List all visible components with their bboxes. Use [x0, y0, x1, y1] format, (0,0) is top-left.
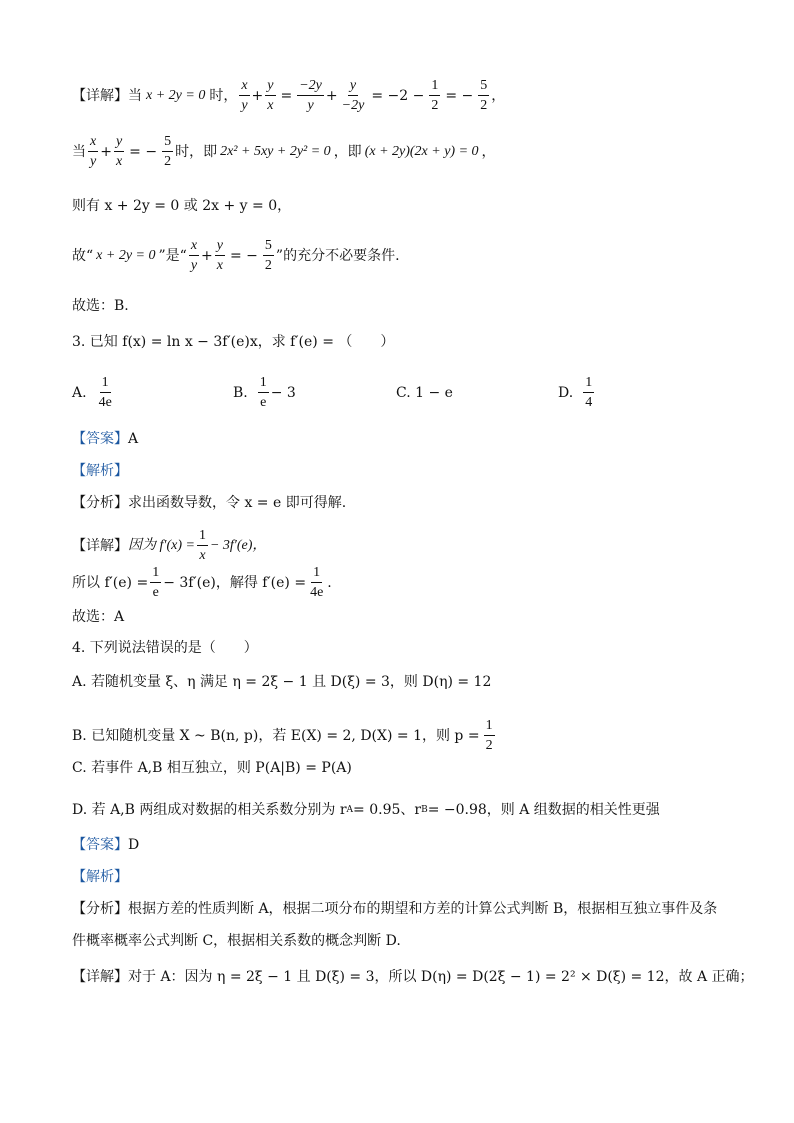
detail-line-3: 则有 x + 2y = 0 或 2x + y = 0， [72, 198, 292, 214]
fraction: $\frac{-2y}{y}$ [299, 78, 322, 114]
fraction: $\frac{y}{-2y}$ [341, 78, 365, 114]
q3-fenxi: 【分析】 求出函数导数，令 x = e 即可得解. [72, 495, 347, 511]
fraction: $\frac{5}{2}$ [480, 78, 488, 114]
q3-analysis-tag: 【解析】 [72, 463, 128, 479]
q3-detail-2: 所以 f′(e) = $\frac{1}{e}$ − 3f′(e)，解得 f′(e) = $\frac{1}{4e}$ . [72, 565, 332, 601]
q3-choice-a: A. $\frac{1}{4e}$ [72, 375, 112, 411]
detail-line-1: 【详解】 当 x + 2y = 0 时， $\frac{x}{y}$ + $\frac{y}{x}$ = $\frac{-2y}{y}$ + $\frac{y}{-2y}$ = −2 − $\frac{1}{2}$ = − $\frac{5}{2}$ ， [72, 78, 506, 114]
question-3: 3. 已知 f(x) = ln x − 3f′(e)x，求 f′(e) = （ ） [72, 334, 395, 350]
q3-answer: 【答案】 A [72, 431, 139, 447]
q3-choice-d: D. $\frac{1}{4}$ [558, 375, 593, 411]
select-line: 故选：B. [72, 298, 129, 314]
question-4: 4. 下列说法错误的是（ ） [72, 640, 258, 656]
q4-fenxi-2: 件概率概率公式判断 C，根据相关系数的概念判断 D. [72, 933, 401, 949]
fraction: $\frac{1}{2}$ [431, 78, 439, 114]
q3-choice-c: C. 1 − e [396, 385, 453, 401]
fraction: $\frac{x}{y}$ [241, 78, 248, 114]
fraction: $\frac{y}{x}$ [267, 78, 274, 114]
q4-choice-c: C. 若事件 A,B 相互独立，则 P(A|B) = P(A) [72, 760, 352, 776]
q4-analysis-tag: 【解析】 [72, 869, 128, 885]
q4-choice-b: B. 已知随机变量 X ~ B(n, p)，若 E(X) = 2, D(X) = 1，则 p = $\frac{1}{2}$ [72, 718, 493, 754]
q3-choice-b: B. $\frac{1}{e}$ − 3 [233, 375, 296, 411]
q4-answer: 【答案】 D [72, 837, 140, 853]
q4-choice-a: A. 若随机变量 ξ、η 满足 η = 2ξ − 1 且 D(ξ) = 3，则 D(η) = 12 [72, 674, 492, 690]
detail-tag: 【详解】 [72, 87, 128, 104]
q4-detail: 【详解】 对于 A：因为 η = 2ξ − 1 且 D(ξ) = 3，所以 D(η) = D(2ξ − 1) = 2² × D(ξ) = 12，故 A 正确； [72, 969, 754, 985]
detail-line-4: 故“ x + 2y = 0 ”是“ $\frac{x}{y}$ + $\frac{y}{x}$ = − $\frac{5}{2}$ ”的充分不必要条件. [72, 238, 400, 274]
detail-line-2: 当 $\frac{x}{y}$ + $\frac{y}{x}$ = − $\frac{5}{2}$ 时，即 2x² + 5xy + 2y² = 0 ，即 (x + 2y)(2x + y) = 0 ， [72, 134, 496, 170]
q3-select: 故选：A [72, 609, 125, 625]
q4-choice-d: D. 若 A,B 两组成对数据的相关系数分别为 r A = 0.95、r B = −0.98，则 A 组数据的相关性更强 [72, 802, 660, 818]
q3-detail-1: 【详解】 因为 f′(x) = $\frac{1}{x}$ − 3f′(e)， [72, 528, 267, 564]
q4-fenxi-1: 【分析】 根据方差的性质判断 A，根据二项分布的期望和方差的计算公式判断 B，根据相互独立事件及条 [72, 901, 718, 917]
